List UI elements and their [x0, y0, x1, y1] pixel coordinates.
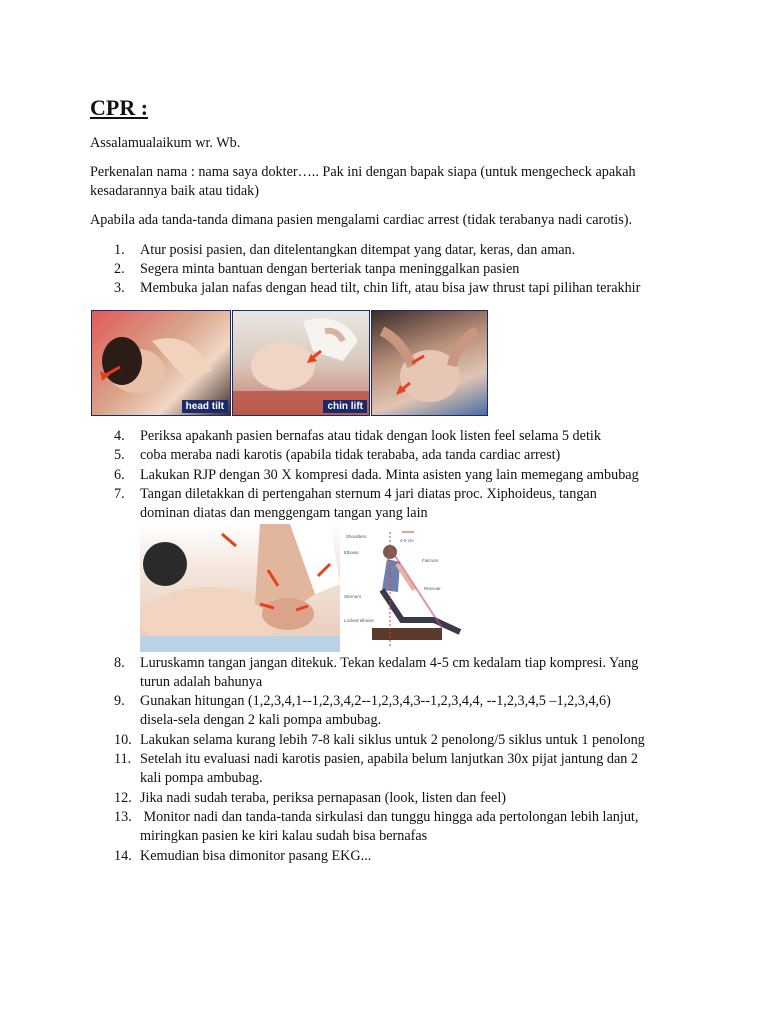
list-item [114, 279, 684, 298]
list-number: 5. [114, 447, 125, 463]
list-text: Lakukan selama kurang lebih 7-8 kali siklus untuk 2 penolong/5 siklus untuk 1 penolong [140, 732, 645, 748]
list-number: 6. [114, 467, 125, 483]
list-number: 12. [114, 790, 132, 806]
list-item [114, 750, 684, 788]
diagram-label-rescuer: Rescuer [424, 586, 441, 591]
cpr-position-diagram [342, 528, 477, 652]
chin-lift-image [232, 310, 370, 416]
list-number: 1. [114, 242, 125, 258]
diagram-label-sternum: Sternum [344, 594, 362, 599]
list-number: 3. [114, 280, 125, 296]
diagram-label-fulcrum: Fulcrum [422, 558, 439, 563]
list-text: Membuka jalan nafas dengan head tilt, chin lift, atau bisa jaw thrust tapi pilihan terakhir [140, 280, 641, 296]
intro-line-1: Perkenalan nama : nama saya dokter….. Pak ini dengan bapak siapa (untuk mengecheck apakah [90, 164, 636, 180]
list-text: Atur posisi pasien, dan ditelentangkan ditempat yang datar, keras, dan aman. [140, 242, 576, 258]
list-number: 14. [114, 848, 132, 864]
list-item [114, 692, 684, 730]
list-item [114, 446, 684, 465]
diagram-label-elbows: Elbows [344, 550, 359, 555]
rescuer-figure-illustration [342, 528, 477, 652]
list-text-continued: turun adalah bahunya [140, 674, 263, 690]
list-number: 7. [114, 486, 125, 502]
list-item [114, 485, 684, 523]
list-text: Gunakan hitungan (1,2,3,4,1--1,2,3,4,2--1,2,3,4,3--1,2,3,4,4, --1,2,3,4,5 –1,2,3,4,6) [140, 693, 611, 709]
list-text: Setelah itu evaluasi nadi karotis pasien, apabila belum lanjutkan 30x pijat jantung dan 2 [140, 751, 639, 767]
list-text: coba meraba nadi karotis (apabila tidak terababa, ada tanda cardiac arrest) [140, 447, 561, 463]
list-item [114, 731, 684, 750]
list-text-continued: miringkan pasien ke kiri kalau sudah bisa bernafas [140, 828, 428, 844]
list-text: Lakukan RJP dengan 30 X kompresi dada. Minta asisten yang lain memegang ambubag [140, 467, 639, 483]
jaw-thrust-illustration [372, 311, 487, 415]
list-number: 4. [114, 428, 125, 444]
list-item [114, 808, 684, 846]
list-text-continued: kali pompa ambubag. [140, 770, 263, 786]
list-text-continued: disela-sela dengan 2 kali pompa ambubag. [140, 712, 382, 728]
diagram-label-shoulders: Shoulders [346, 534, 367, 539]
list-number: 10. [114, 732, 132, 748]
greeting: Assalamualaikum wr. Wb. [90, 135, 241, 151]
list-number: 8. [114, 655, 125, 671]
list-text: Tangan diletakkan di pertengahan sternum 4 jari diatas proc. Xiphoideus, tangan [140, 486, 597, 502]
chin-lift-caption: chin lift [323, 400, 367, 413]
page-title: CPR : [90, 95, 149, 120]
chest-compression-illustration [140, 524, 340, 652]
head-tilt-image [91, 310, 231, 416]
diagram-label-depth: 4-5 cm [400, 538, 414, 543]
list-text: Monitor nadi dan tanda-tanda sirkulasi dan tunggu hingga ada pertolongan lebih lanjut, [140, 809, 639, 825]
list-number: 13. [114, 809, 132, 825]
head-tilt-caption: head tilt [182, 400, 228, 413]
list-item [114, 466, 684, 485]
list-text: Segera minta bantuan dengan berteriak tanpa meninggalkan pasien [140, 261, 520, 277]
list-item [114, 789, 684, 808]
condition-paragraph: Apabila ada tanda-tanda dimana pasien mengalami cardiac arrest (tidak terabanya nadi carotis). [90, 212, 633, 228]
intro-line-2: kesadarannya baik atau tidak) [90, 183, 259, 199]
list-item [114, 260, 684, 279]
list-item [114, 427, 684, 446]
list-item [114, 847, 684, 866]
list-text: Periksa apakanh pasien bernafas atau tidak dengan look listen feel selama 5 detik [140, 428, 601, 444]
list-text: Luruskamn tangan jangan ditekuk. Tekan kedalam 4-5 cm kedalam tiap kompresi. Yang [140, 655, 639, 671]
list-text: Kemudian bisa dimonitor pasang EKG... [140, 848, 372, 864]
list-number: 2. [114, 261, 125, 277]
chest-compression-photo [140, 524, 340, 652]
list-item [114, 654, 684, 692]
diagram-label-locked: Locked elbows [344, 618, 374, 623]
intro-paragraph [90, 163, 690, 201]
list-text-continued: dominan diatas dan menggengam tangan yang lain [140, 505, 428, 521]
list-text: Jika nadi sudah teraba, periksa pernapasan (look, listen dan feel) [140, 790, 506, 806]
list-number: 9. [114, 693, 125, 709]
list-number: 11. [114, 751, 132, 767]
list-item [114, 241, 684, 260]
jaw-thrust-image [371, 310, 488, 416]
